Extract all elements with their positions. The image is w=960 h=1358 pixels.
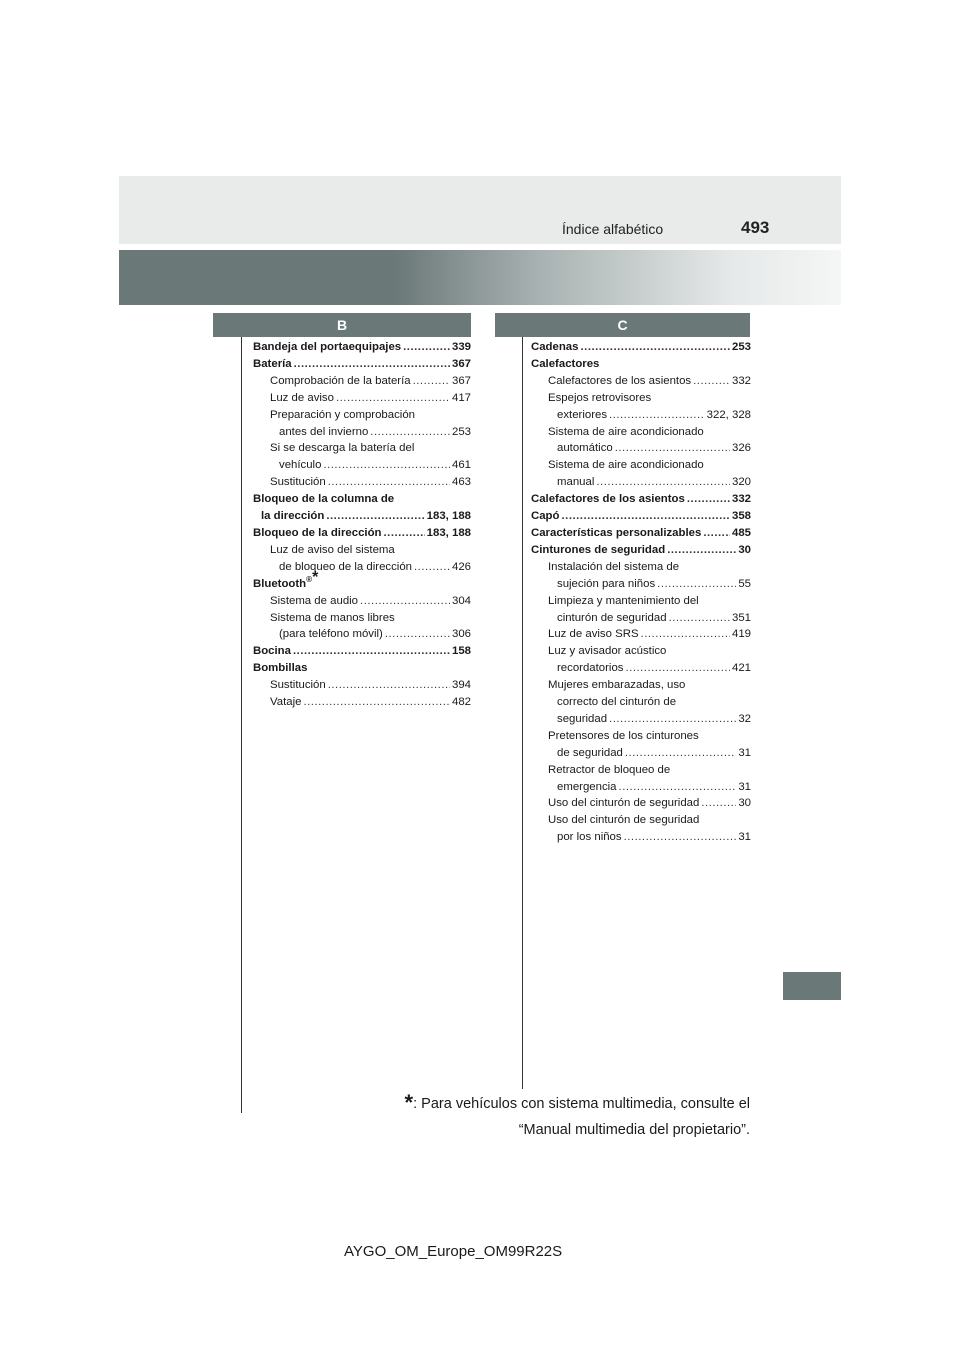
index-subentry: por los niños ..... 31 bbox=[531, 829, 751, 846]
index-entry-bluetooth: Bluetooth®* bbox=[253, 568, 319, 590]
index-subentry-line: Limpieza y mantenimiento del bbox=[548, 594, 699, 607]
index-entry: Capó ..... 358 bbox=[531, 508, 751, 525]
index-column-b bbox=[253, 339, 471, 711]
index-subentry-line: Espejos retrovisores bbox=[548, 391, 652, 404]
index-subentry-line: Mujeres embarazadas, uso bbox=[548, 679, 686, 692]
middle-column-rule bbox=[522, 337, 523, 1089]
section-title: Índice alfabético bbox=[562, 221, 664, 237]
index-subentry: Uso del cinturón de seguridad ..... 30 bbox=[531, 795, 751, 812]
footnote-star-icon: * bbox=[404, 1090, 414, 1115]
left-column-rule bbox=[241, 337, 242, 1113]
index-subentry: antes del invierno ..... 253 bbox=[253, 424, 471, 441]
index-subentry-line: Luz y avisador acústico bbox=[548, 645, 667, 658]
index-subentry: sujeción para niños ..... 55 bbox=[531, 576, 751, 593]
index-subentry: exteriores ..... 322, 328 bbox=[531, 407, 751, 424]
footnote bbox=[405, 1090, 750, 1143]
page-number: 493 bbox=[741, 218, 770, 237]
index-subentry: cinturón de seguridad ..... 351 bbox=[531, 610, 751, 627]
index-subentry: Luz de aviso ..... 417 bbox=[253, 390, 471, 407]
index-subentry-line: Preparación y comprobación bbox=[270, 408, 415, 421]
index-subentry: seguridad ..... 32 bbox=[531, 711, 751, 728]
index-entry: Características personalizables ..... 485 bbox=[531, 525, 751, 542]
index-subentry: de seguridad ..... 31 bbox=[531, 745, 751, 762]
index-subentry: Calefactores de los asientos ..... 332 bbox=[531, 373, 751, 390]
index-subentry-line: Luz de aviso del sistema bbox=[270, 543, 395, 556]
index-subentry: de bloqueo de la dirección ..... 426 bbox=[253, 559, 471, 576]
index-subentry-line: Retractor de bloqueo de bbox=[548, 763, 671, 776]
index-subentry: manual ..... 320 bbox=[531, 474, 751, 491]
column-header-b: B bbox=[213, 313, 471, 337]
index-subentry: recordatorios ..... 421 bbox=[531, 660, 751, 677]
index-subentry-line: Sistema de aire acondicionado bbox=[548, 459, 704, 472]
index-entry-line: Calefactores bbox=[531, 357, 600, 370]
index-entry: Bandeja del portaequipajes ..... 339 bbox=[253, 339, 471, 356]
decorative-gradient-band bbox=[119, 250, 841, 305]
index-subentry-line: Instalación del sistema de bbox=[548, 560, 680, 573]
chapter-thumb-tab bbox=[783, 972, 841, 1000]
index-subentry-line: Sistema de aire acondicionado bbox=[548, 425, 704, 438]
index-subentry-line: correcto del cinturón de bbox=[557, 696, 677, 709]
footnote-line-1: *: Para vehículos con sistema multimedia, consulte el bbox=[404, 1090, 750, 1115]
index-subentry: Luz de aviso SRS ..... 419 bbox=[531, 626, 751, 643]
index-subentry-line: Pretensores de los cinturones bbox=[548, 729, 699, 742]
index-entry: Bloqueo de la dirección ..... 183, 188 bbox=[253, 525, 471, 542]
index-subentry: Sustitución ..... 394 bbox=[253, 677, 471, 694]
index-subentry-line: Sistema de manos libres bbox=[270, 611, 395, 624]
index-subentry: vehículo ..... 461 bbox=[253, 457, 471, 474]
index-entry: Batería ..... 367 bbox=[253, 356, 471, 373]
index-entry-line: Bombillas bbox=[253, 662, 308, 675]
footnote-star-icon: * bbox=[312, 568, 319, 586]
index-subentry: Vataje ..... 482 bbox=[253, 694, 471, 711]
index-entry: la dirección ..... 183, 188 bbox=[253, 508, 471, 525]
document-id: AYGO_OM_Europe_OM99R22S bbox=[344, 1243, 563, 1260]
index-entry: Cadenas ..... 253 bbox=[531, 339, 751, 356]
column-header-c: C bbox=[495, 313, 750, 337]
index-entry: Bocina ..... 158 bbox=[253, 643, 471, 660]
header-band bbox=[119, 176, 841, 244]
index-subentry: emergencia ..... 31 bbox=[531, 779, 751, 796]
index-subentry: Sustitución ..... 463 bbox=[253, 474, 471, 491]
index-subentry: automático ..... 326 bbox=[531, 440, 751, 457]
index-subentry: (para teléfono móvil) ..... 306 bbox=[253, 626, 471, 643]
index-subentry: Sistema de audio ..... 304 bbox=[253, 593, 471, 610]
index-subentry-line: Si se descarga la batería del bbox=[270, 442, 415, 455]
index-entry: Cinturones de seguridad ..... 30 bbox=[531, 542, 751, 559]
index-subentry: Comprobación de la batería ..... 367 bbox=[253, 373, 471, 390]
footnote-line-2: “Manual multimedia del propietario”. bbox=[518, 1122, 750, 1138]
index-column-c bbox=[531, 339, 751, 846]
index-subentry-line: Uso del cinturón de seguridad bbox=[548, 814, 700, 827]
index-entry: Calefactores de los asientos ..... 332 bbox=[531, 491, 751, 508]
index-entry-line: Bloqueo de la columna de bbox=[253, 493, 395, 506]
